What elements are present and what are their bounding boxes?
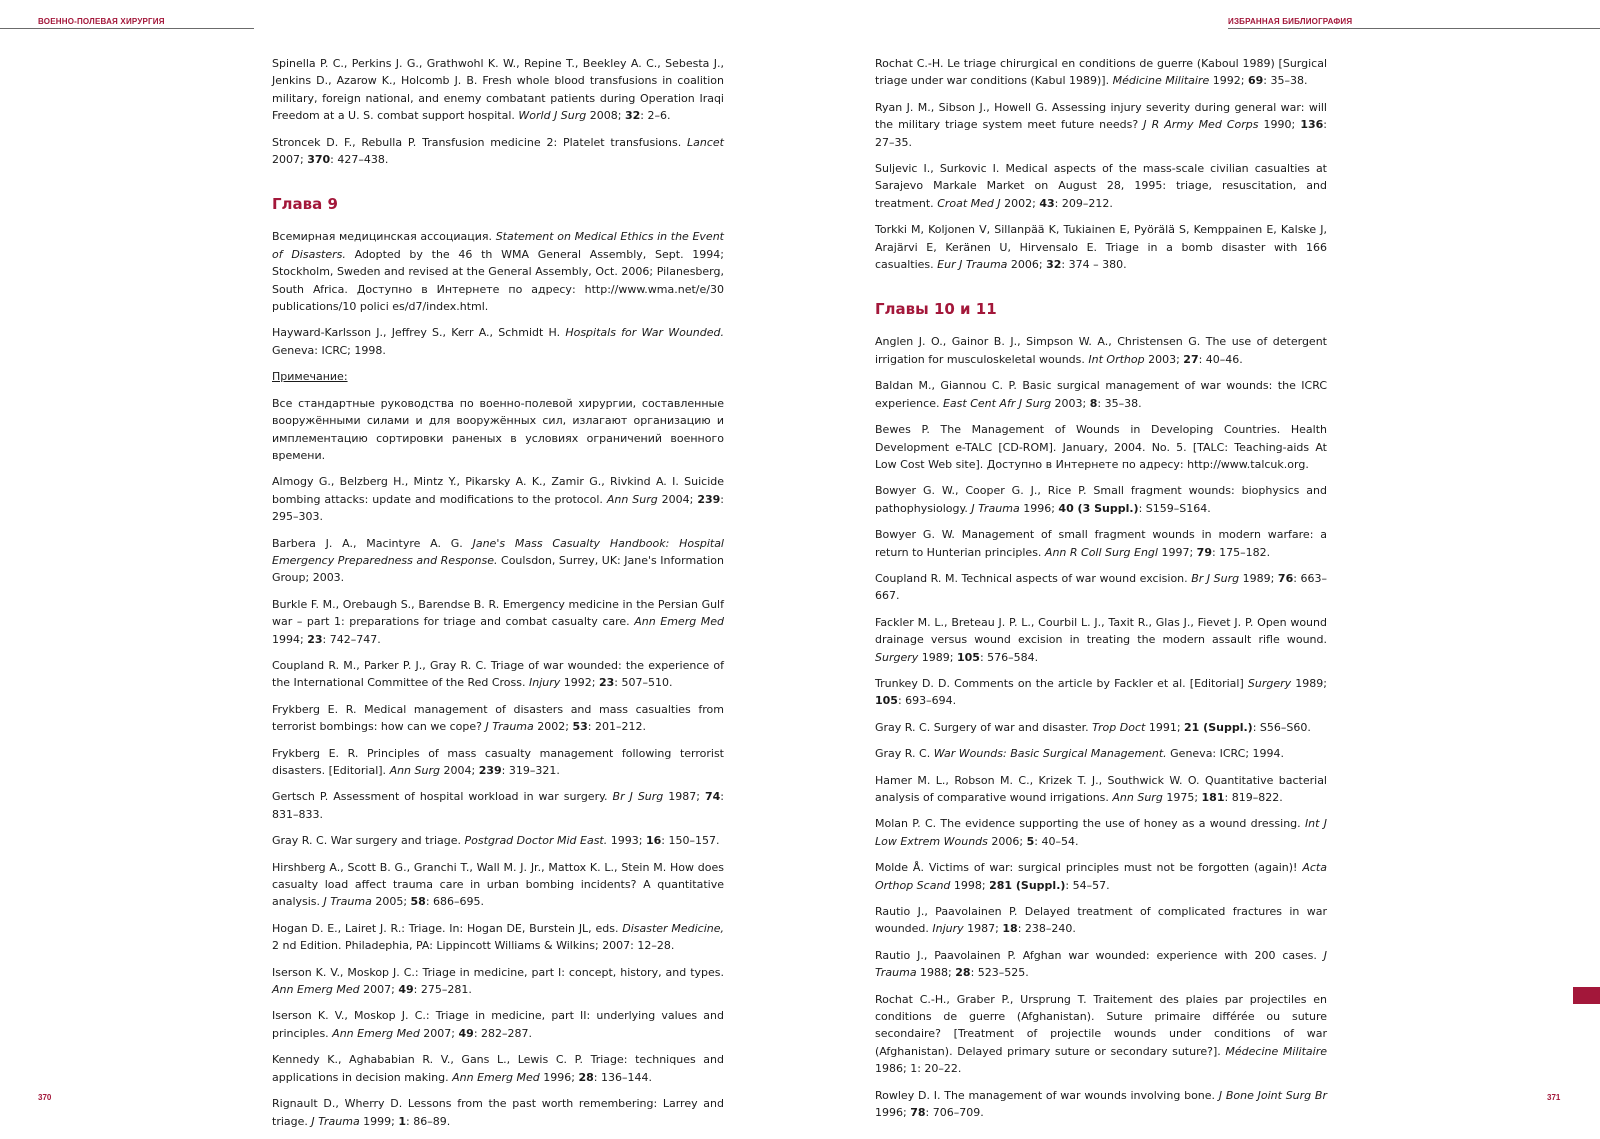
ref-group [272,596,724,911]
reference-entry: Baldan M., Giannou C. P. Basic surgical management of war wounds: the ICRC experience. East Cent Afr J Surg 2003; 8: 35–38. [875,379,1327,410]
reference-entry: Fackler M. L., Breteau J. P. L., Courbil L. J., Taxit R., Glas J., Fievet J. P. Open wound drainage versus wound excision in treating the modern assault rifle wound. Surgery 1989; 105: 576–584. [875,615,1327,664]
reference-entry: Gray R. C. War surgery and triage. Postgrad Doctor Mid East. 1993; 16: 150–157. [272,834,720,848]
reference-entry: Hayward-Karlsson J., Jeffrey S., Kerr A., Schmidt H. Hospitals for War Wounded. Geneva: ICRC; 1998. [272,326,724,357]
reference-entry: Rignault D., Wherry D. Lessons from the past worth remembering: Larrey and triage. J Trauma 1999; 1: 86–89. [272,1097,724,1128]
reference-entry: Frykberg E. R. Medical management of disasters and mass casualties from terrorist bombings: how can we cope? J Trauma 2002; 53: 201–212. [272,702,724,734]
reference-entry: Всемирная медицинская ассоциация. Statement on Medical Ethics in the Event of Disasters. Adopted by the 46 th WMA General Assembly, Sept. 1994; Stockholm, Sweden and revised at the General Assembly, Oct. 2006; Pilanesberg, South Africa. Доступно в Интернете по адресу: http://www.wma.net/e/30 publications/10 polici es/d7/index.html. [272,230,724,314]
note-label: Примечание: [272,370,348,384]
reference-entry: Coupland R. M., Parker P. J., Gray R. C. Triage of war wounded: the experience of the International Committee of the Red Cross. Injury 1992; 23: 507–510. [272,658,724,690]
reference-entry: Hogan D. E., Lairet J. R.: Triage. In: Hogan DE, Burstein JL, eds. Disaster Medicine, 2 nd Edition. Philadephia, PA: Lippincott Williams & Wilkins; 2007: 12–28. [272,921,724,953]
reference-entry: Anglen J. O., Gainor B. J., Simpson W. A., Christensen G. The use of detergent irrigation for musculoskeletal wounds. Int Orthop 2003; 27: 40–46. [875,335,1327,366]
header-rule-right [1228,28,1600,29]
page-number-left: 370 [38,1093,52,1102]
ref-group [875,482,1327,666]
reference-entry: Rautio J., Paavolainen P. Afghan war wounded: experience with 200 cases. J Trauma 1988; 28: 523–525. [875,948,1327,980]
reference-entry: Torkki M, Koljonen V, Sillanpää K, Tukiainen E, Pyörälä S, Kemppainen E, Kalske J, Arajärvi E, Keränen U, Hirvensalo E. Triage in a bomb disaster with 166 casualties. Eur J Trauma 2006; 32: 374 – 380. [875,223,1327,272]
reference-entry: Rowley D. I. The management of war wounds involving bone. J Bone Joint Surg Br 1996; 78: 706–709. [875,1088,1327,1120]
reference-entry: Frykberg E. R. Principles of mass casualty management following terrorist disasters. [Editorial]. Ann Surg 2004; 239: 319–321. [272,746,724,777]
right-page-column [875,55,1327,1131]
note-text: Все стандартные руководства по военно-полевой хирургии, составленные вооружёнными силами и для вооружённых сил, излагают организацию и имплементацию сортировки раненых в условиях ограничений военного времени. [272,396,724,462]
reference-entry: Iserson K. V., Moskop J. C.: Triage in medicine, part I: concept, history, and types. Ann Emerg Med 2007; 49: 275–281. [272,965,724,997]
reference-entry: Ryan J. M., Sibson J., Howell G. Assessing injury severity during general war: will the military triage system meet future needs? J R Army Med Corps 1990; 136: 27–35. [875,100,1327,149]
ref-group [875,772,1327,982]
header-rule-left [0,28,254,29]
ref-group [875,55,1327,273]
running-header-right: ИЗБРАННАЯ БИБЛИОГРАФИЯ [1228,17,1353,26]
ref-group [272,964,724,1130]
reference-entry: Hirshberg A., Scott B. G., Granchi T., Wall M. J. Jr., Mattox K. L., Stein M. How does casualty load affect trauma care in urban bombing incidents? A quantitative analysis. J Trauma 2005; 58: 686–695. [272,860,724,909]
ref-group [875,333,1327,412]
chapter-heading: Главы 10 и 11 [875,300,997,319]
left-page-column [272,55,724,1139]
ref-group [272,55,724,168]
reference-entry: Rochat C.-H., Graber P., Ursprung T. Traitement des plaies par projectiles en conditions de guerre (Afghanistan). Suture primaire différée ou suture secondaire? [Treatment of projectile wounds under conditions of war (Afghanistan). Delayed primary suture or secondary suture?]. Médecine Militaire 1986; 1: 20–22. [875,992,1327,1076]
reference-entry: Bewes P. The Management of Wounds in Developing Countries. Health Development e-TALC [CD-ROM]. January, 2004. No. 5. [TALC: Teaching-aids At Low Cost Web site]. Доступно в Интернете по адресу: http://www.talcuk.org. [875,423,1327,471]
reference-entry: Rochat C.-H. Le triage chirurgical en conditions de guerre (Kaboul 1989) [Surgical triage under war conditions (Kabul 1989)]. Médicine Militaire 1992; 69: 35–38. [875,57,1327,88]
reference-entry: Rautio J., Paavolainen P. Delayed treatment of complicated fractures in war wounded. Injury 1987; 18: 238–240. [875,905,1327,936]
reference-entry: Kennedy K., Aghababian R. V., Gans L., Lewis C. P. Triage: techniques and applications in decision making. Ann Emerg Med 1996; 28: 136–144. [272,1053,724,1084]
reference-entry: Gray R. C. War Wounds: Basic Surgical Management. Geneva: ICRC; 1994. [875,747,1285,761]
reference-entry: Gray R. C. Surgery of war and disaster. Trop Doct 1991; 21 (Suppl.): S56–S60. [875,720,1311,734]
reference-entry: Almogy G., Belzberg H., Mintz Y., Pikarsky A. K., Zamir G., Rivkind A. I. Suicide bombing attacks: update and modifications to the protocol. Ann Surg 2004; 239: 295–303. [272,475,724,524]
reference-entry: Trunkey D. D. Comments on the article by Fackler et al. [Editorial] Surgery 1989; 105: 693–694. [875,676,1328,708]
reference-entry: Bowyer G. W., Cooper G. J., Rice P. Small fragment wounds: biophysics and pathophysiology. J Trauma 1996; 40 (3 Suppl.): S159–S164. [875,484,1327,515]
reference-entry: Spinella P. C., Perkins J. G., Grathwohl K. W., Repine T., Beekley A. C., Sebesta J., Jenkins D., Azarow K., Holcomb J. B. Fresh whole blood transfusions in coalition military, foreign national, and enemy combatant patients during Operation Iraqi Freedom at a U. S. combat support hospital. World J Surg 2008; 32: 2–6. [272,57,724,123]
reference-entry: Molan P. C. The evidence supporting the use of honey as a wound dressing. Int J Low Extrem Wounds 2006; 5: 40–54. [875,817,1327,848]
running-header-left: ВОЕННО-ПОЛЕВАЯ ХИРУРГИЯ [38,17,165,26]
page-number-right: 371 [1547,1093,1561,1102]
reference-entry: Hamer M. L., Robson M. C., Krizek T. J., Southwick W. O. Quantitative bacterial analysis of comparative wound irrigations. Ann Surg 1975; 181: 819–822. [875,773,1327,804]
ref-group [272,473,724,525]
reference-entry: Suljevic I., Surkovic I. Medical aspects of the mass-scale civilian casualties at Sarajevo Markale Market on August 28, 1995: triage, resuscitation, and treatment. Croat Med J 2002; 43: 209–212. [875,162,1327,210]
reference-entry: Bowyer G. W. Management of small fragment wounds in modern warfare: a return to Hunterian principles. Ann R Coll Surg Engl 1997; 79: 175–182. [875,528,1327,559]
reference-entry: Molde Å. Victims of war: surgical principles must not be forgotten (again)! Acta Orthop Scand 1998; 281 (Suppl.): 54–57. [875,861,1327,892]
chapter-tab-marker [1573,987,1600,1004]
chapter-heading: Глава 9 [272,195,338,214]
reference-entry: Burkle F. M., Orebaugh S., Barendse B. R. Emergency medicine in the Persian Gulf war – part 1: preparations for triage and combat casualty care. Ann Emerg Med 1994; 23: 742–747. [272,597,725,646]
reference-entry: Gertsch P. Assessment of hospital workload in war surgery. Br J Surg 1987; 74: 831–833. [272,790,725,821]
reference-entry: Coupland R. M. Technical aspects of war wound excision. Br J Surg 1989; 76: 663–667. [875,571,1327,603]
reference-entry: Iserson K. V., Moskop J. C.: Triage in medicine, part II: underlying values and principles. Ann Emerg Med 2007; 49: 282–287. [272,1009,724,1040]
reference-entry: Stroncek D. F., Rebulla P. Transfusion medicine 2: Platelet transfusions. Lancet 2007; 370: 427–438. [272,135,724,167]
reference-entry: Barbera J. A., Macintyre A. G. Jane's Mass Casualty Handbook: Hospital Emergency Preparedness and Response. Coulsdon, Surrey, UK: Jane's Information Group; 2003. [272,536,724,585]
